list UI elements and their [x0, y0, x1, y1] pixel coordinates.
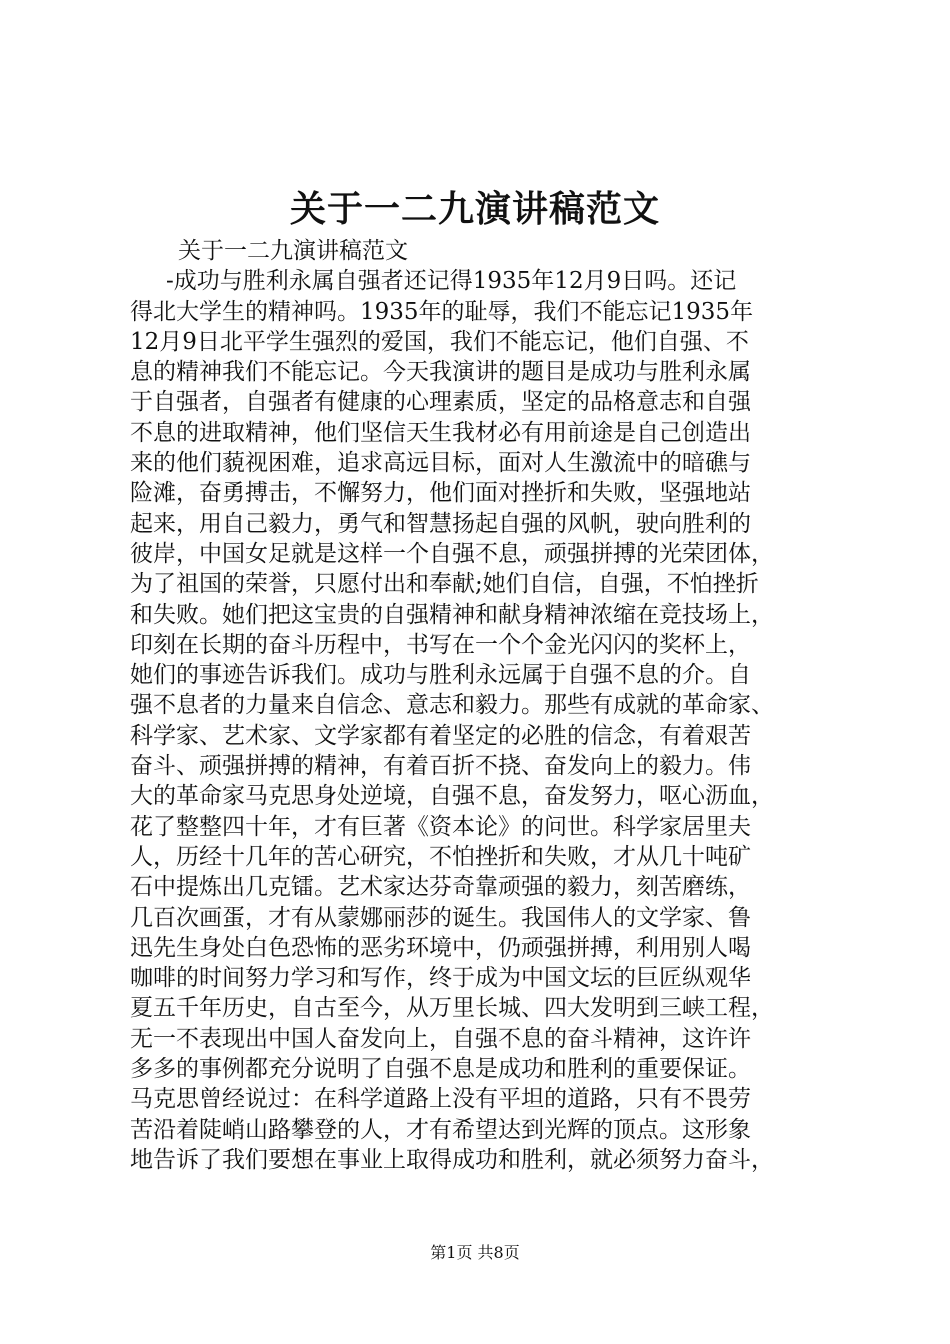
- body-line: 咖啡的时间努力学习和写作，终于成为中国文坛的巨匠纵观华: [130, 965, 751, 992]
- body-line: 大的革命家马克思身处逆境，自强不息，奋发努力，呕心沥血，: [130, 783, 774, 810]
- body-line: 息的精神我们不能忘记。今天我演讲的题目是成功与胜利永属: [130, 359, 751, 386]
- body-line: 人，历经十几年的苦心研究，不怕挫折和失败，才从几十吨矿: [130, 843, 751, 870]
- body-line: 花了整整四十年，才有巨著《资本论》的问世。科学家居里夫: [130, 813, 751, 840]
- body-line: 几百次画蛋，才有从蒙娜丽莎的诞生。我国伟人的文学家、鲁: [130, 904, 751, 931]
- body-line: 为了祖国的荣誉，只愿付出和奉献;她们自信，自强，不怕挫折: [130, 571, 759, 598]
- body-line: 强不息者的力量来自信念、意志和毅力。那些有成就的革命家、: [130, 692, 774, 719]
- body-line: 无一不表现出中国人奋发向上，自强不息的奋斗精神，这许许: [130, 1025, 751, 1052]
- body-line: 苦沿着陡峭山路攀登的人，才有希望达到光辉的顶点。这形象: [130, 1116, 751, 1143]
- page-title: 关于一二九演讲稿范文: [289, 188, 660, 230]
- body-line: 不息的进取精神，他们坚信天生我材必有用前途是自己创造出: [130, 419, 751, 446]
- body-line: 得北大学生的精神吗。1935年的耻辱，我们不能忘记1935年: [130, 298, 754, 325]
- document-subtitle: 关于一二九演讲稿范文: [178, 238, 408, 264]
- body-line: 彼岸，中国女足就是这样一个自强不息，顽强拼搏的光荣团体，: [130, 540, 774, 567]
- body-line: 奋斗、顽强拼搏的精神，有着百折不挠、奋发向上的毅力。伟: [130, 753, 751, 780]
- body-line: 石中提炼出几克镭。艺术家达芬奇靠顽强的毅力，刻苦磨练，: [130, 874, 751, 901]
- body-line: 和失败。她们把这宝贵的自强精神和献身精神浓缩在竞技场上，: [130, 601, 774, 628]
- body-line: 迅先生身处白色恐怖的恶劣环境中，仍顽强拼搏，利用别人喝: [130, 934, 751, 961]
- body-line: 地告诉了我们要想在事业上取得成功和胜利，就必须努力奋斗，: [130, 1146, 774, 1173]
- body-line: 12月9日北平学生强烈的爱国，我们不能忘记，他们自强、不: [130, 328, 749, 355]
- body-line: 马克思曾经说过：在科学道路上没有平坦的道路，只有不畏劳: [130, 1086, 751, 1113]
- page-footer: 第1页 共8页: [430, 1243, 520, 1262]
- body-line: -成功与胜利永属自强者还记得1935年12月9日吗。还记: [166, 268, 737, 295]
- body-line: 夏五千年历史，自古至今，从万里长城、四大发明到三峡工程，: [130, 995, 774, 1022]
- body-line: 她们的事迹告诉我们。成功与胜利永远属于自强不息的介。自: [130, 662, 751, 689]
- body-line: 险滩，奋勇搏击，不懈努力，他们面对挫折和失败，坚强地站: [130, 480, 751, 507]
- document-body: [130, 236, 834, 1175]
- body-line: 来的他们藐视困难，追求高远目标，面对人生激流中的暗礁与: [130, 450, 751, 477]
- body-line: 多多的事例都充分说明了自强不息是成功和胜利的重要保证。: [130, 1056, 751, 1083]
- body-paragraph: [130, 266, 834, 1175]
- body-line: 于自强者，自强者有健康的心理素质，坚定的品格意志和自强: [130, 389, 751, 416]
- body-line: 起来，用自己毅力，勇气和智慧扬起自强的风帆，驶向胜利的: [130, 510, 751, 537]
- body-line: 印刻在长期的奋斗历程中，书写在一个个金光闪闪的奖杯上，: [130, 631, 751, 658]
- body-line: 科学家、艺术家、文学家都有着坚定的必胜的信念，有着艰苦: [130, 722, 751, 749]
